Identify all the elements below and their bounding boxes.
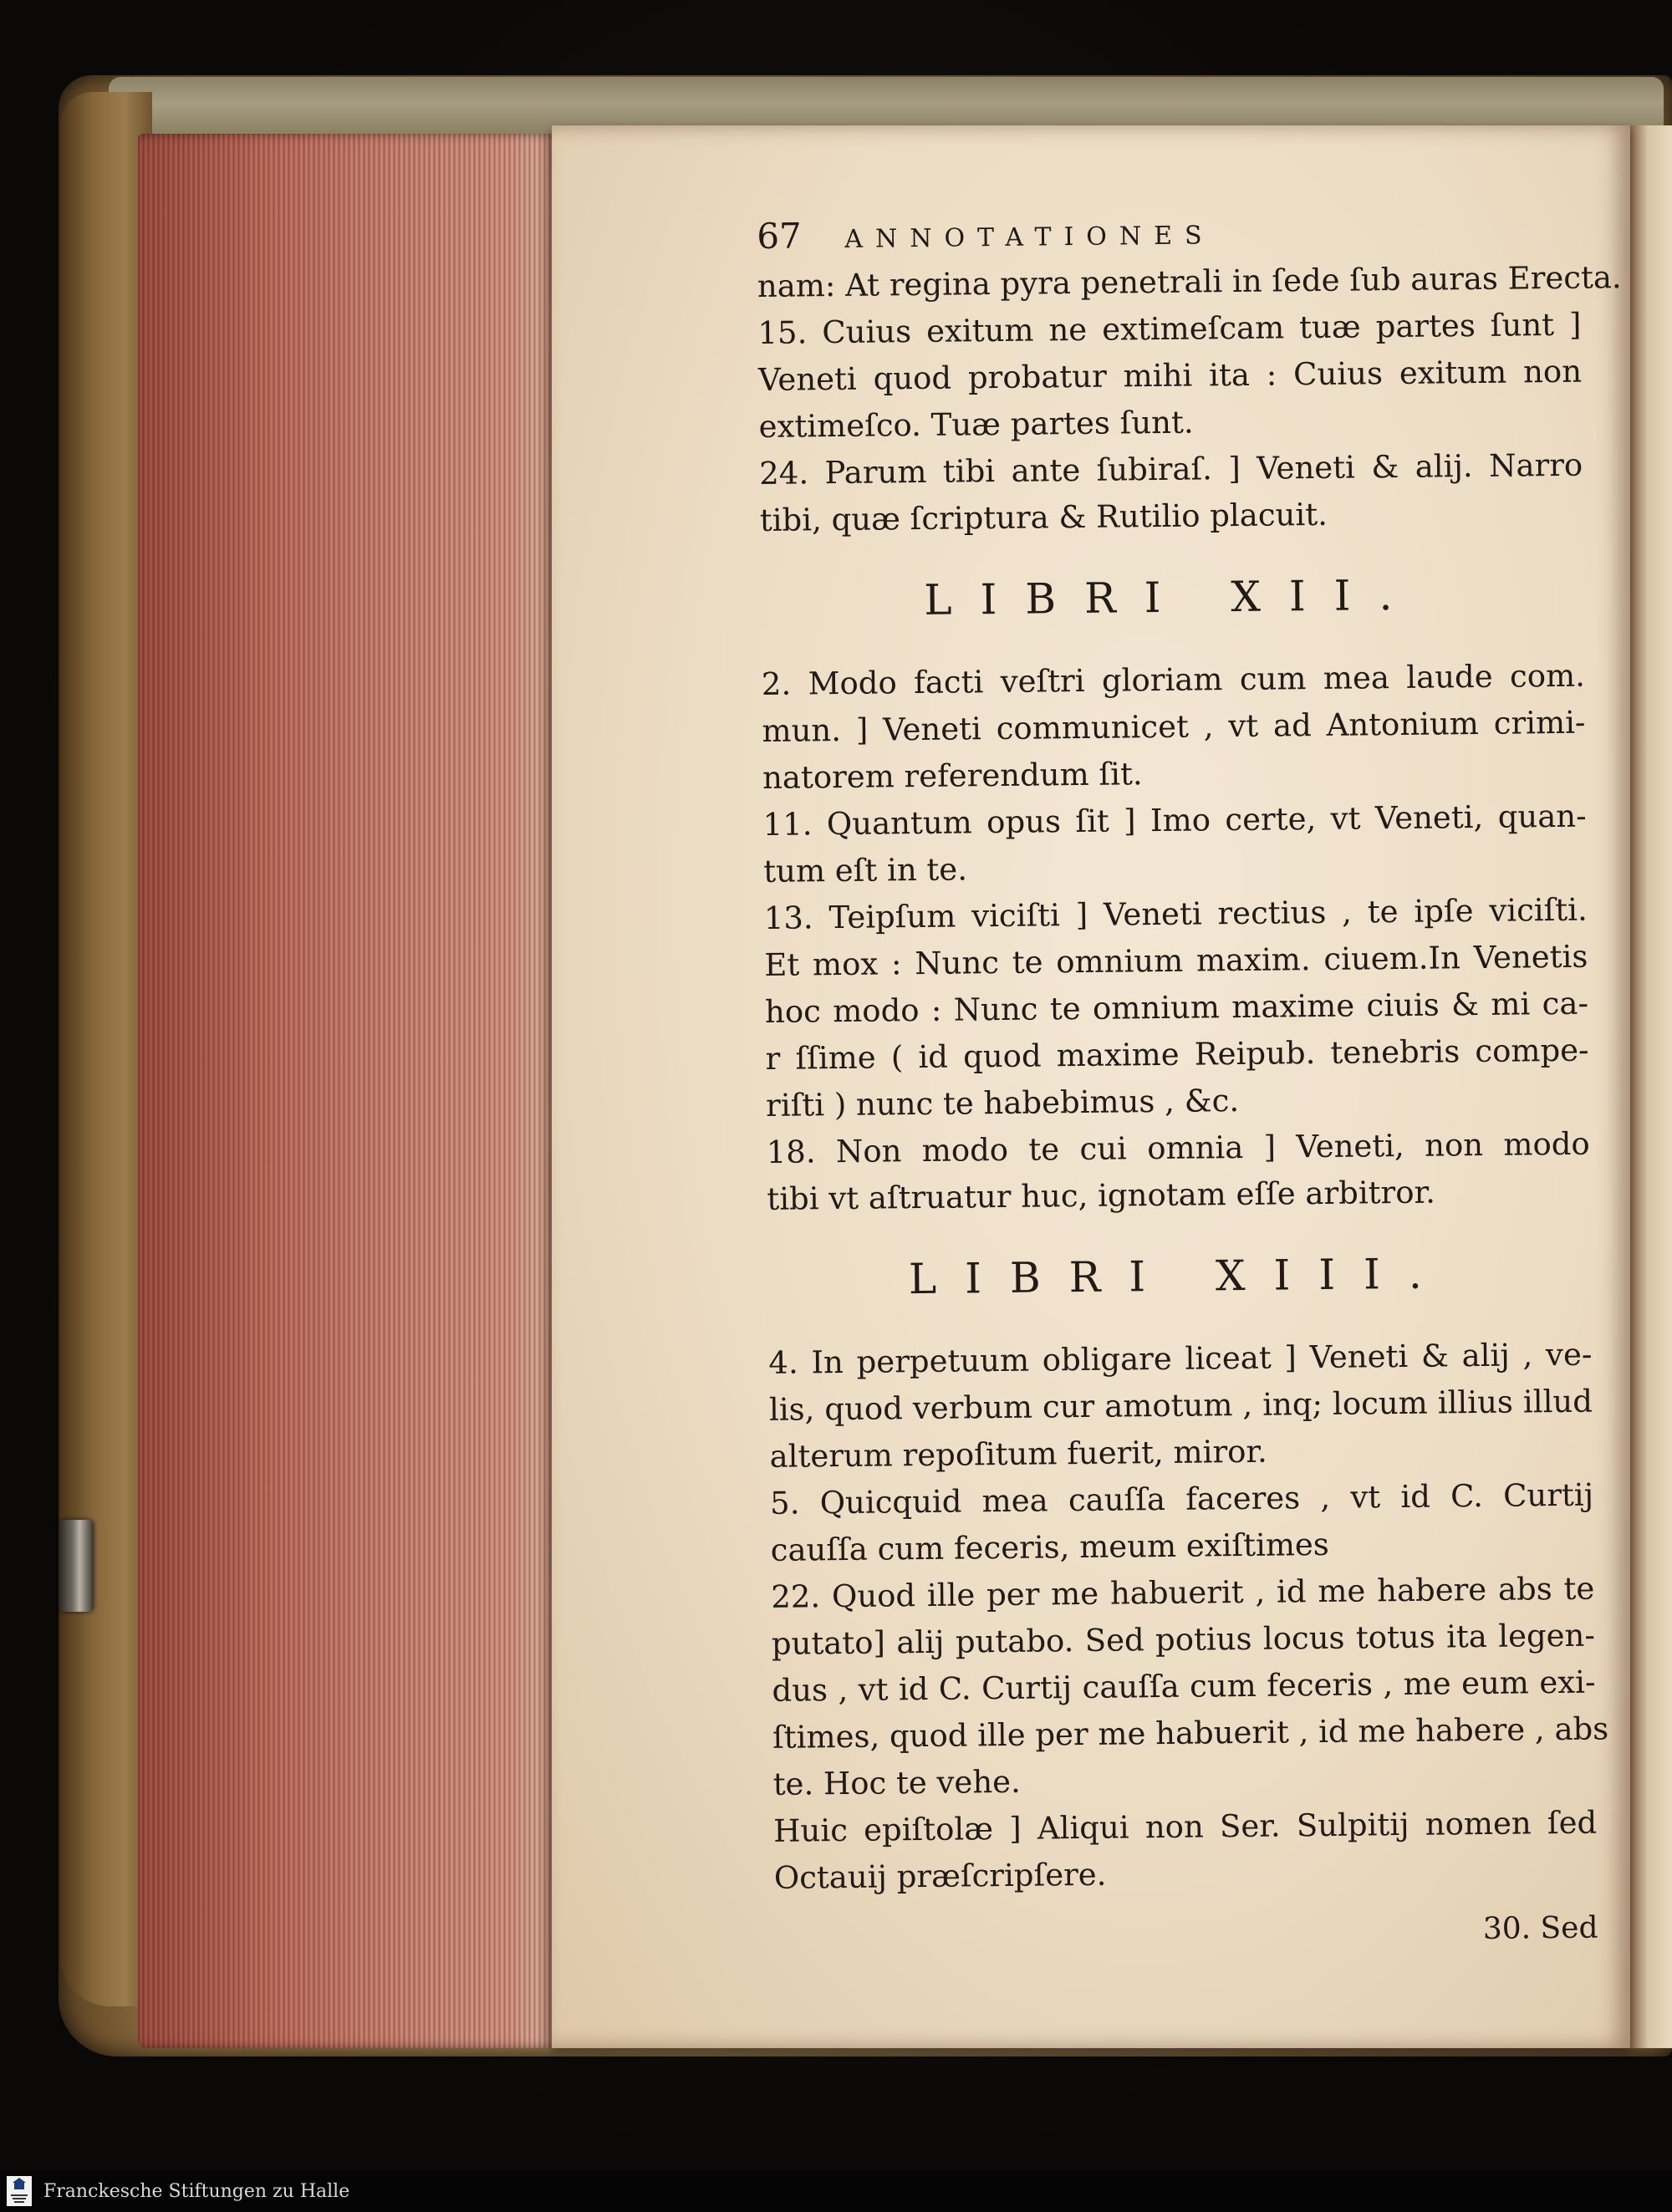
text-line: Veneti quod probatur mihi ita : Cuius exitum non — [757, 353, 1583, 398]
text-line: lis, quod verbum cur amotum , inq; locum illius illud — [768, 1383, 1593, 1428]
page-header — [757, 205, 1581, 263]
text-line: Huic epiſtolæ ] Aliqui non Ser. Sulpitij nomen ſed — [773, 1804, 1598, 1849]
franckesche-stiftungen-logo-icon — [7, 2176, 32, 2206]
text-line: te. Hoc te vehe. — [772, 1763, 1022, 1802]
text-line: hoc modo : Nunc te omnium maxime ciuis & mi ca- — [764, 985, 1589, 1030]
text-line: tibi, quæ ſcriptura & Rutilio placuit. — [759, 496, 1328, 538]
text-line: riſti ) nunc te habebimus , &c. — [765, 1083, 1240, 1124]
text-line: dus , vt id C. Curtij cauſſa cum feceris , me eum exi- — [772, 1664, 1596, 1709]
text-line: alterum repoſitum fuerit, miror. — [769, 1433, 1268, 1475]
text-line: tibi vt aſtruatur huc, ignotam eſſe arbitror. — [767, 1174, 1436, 1217]
catchword: 30. Sed — [1482, 1910, 1598, 1947]
footer-institution-name: Franckesche Stiftungen zu Halle — [43, 2180, 350, 2202]
text-line: 2. Modo facti veſtri gloriam cum mea laude com. — [761, 657, 1586, 702]
text-line: ſtimes, quod ille per me habuerit , id me habere , abs — [772, 1710, 1609, 1756]
text-line: 22. Quod ille per me habuerit , id me habere abs te — [771, 1570, 1595, 1615]
text-line: 5. Quicquid mea cauſſa faceres , vt id C. Curtij — [769, 1476, 1594, 1521]
text-line: 11. Quantum opus ſit ] Imo certe, vt Veneti, quan- — [762, 798, 1587, 843]
text-line: natorem referendum ſit. — [762, 756, 1143, 796]
text-line: Et mox : Nunc te omnium maxim. ciuem.In Venetis — [764, 938, 1588, 983]
text-line: mun. ] Veneti communicet , vt ad Antonium crimi- — [762, 704, 1586, 749]
page-edges-block — [138, 134, 560, 2048]
text-line: 13. Teipſum viciſti ] Veneti rectius , te ipſe viciſti. — [763, 891, 1588, 936]
text-line: putato] alij putabo. Sed potius locus totus ita legen- — [771, 1617, 1596, 1662]
text-line: 4. In perpetuum obligare liceat ] Veneti & alij , ve- — [768, 1336, 1593, 1381]
facing-page-gutter — [1629, 125, 1672, 2048]
page-number: 67 — [757, 215, 802, 257]
page-text — [757, 205, 1622, 1960]
footer-bar — [0, 2170, 1672, 2212]
text-line: r ſſime ( id quod maxime Reipub. tenebris compe- — [765, 1032, 1589, 1077]
text-line: 15. Cuius exitum ne extimeſcam tuæ partes ſunt ] — [757, 306, 1582, 351]
text-line: tum eſt in te. — [763, 851, 968, 889]
text-line: 18. Non modo te cui omnia ] Veneti, non modo — [766, 1125, 1590, 1170]
metal-clasp — [59, 1520, 94, 1612]
text-line: 24. Parum tibi ante ſubiraſ. ] Veneti & alij. Narro — [759, 446, 1583, 492]
section-heading: LIBRI XII. — [924, 570, 1421, 624]
text-line: Octauij præſcripſere. — [773, 1856, 1107, 1896]
text-line: extimeſco. Tuæ partes ſunt. — [758, 404, 1194, 445]
text-line: nam: At regina pyra penetrali in ſede ſub auras Erecta. — [757, 259, 1622, 304]
running-title: ANNOTATIONES — [844, 221, 1215, 254]
section-heading: LIBRI XIII. — [908, 1249, 1450, 1304]
text-line: cauſſa cum feceris, meum exiſtimes — [770, 1526, 1330, 1568]
page-body — [757, 255, 1622, 1902]
